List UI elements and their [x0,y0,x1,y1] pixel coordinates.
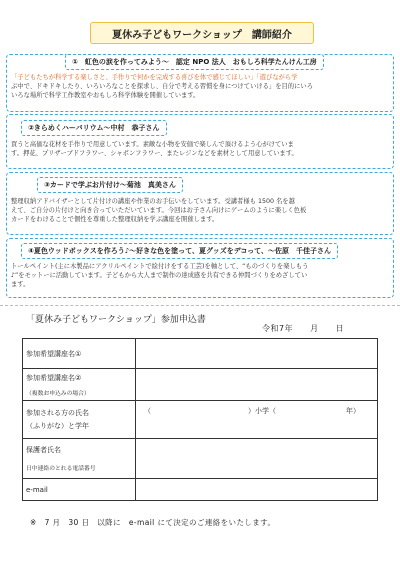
section-4-heading: ④夏色ウッドボックスを作ろう♪～好きな色を塗って、夏グッズをデコって、～佐原 千佳子さん [21,243,338,259]
guardian-label: 保護者氏名 [26,446,61,454]
section-3-line: 整理収納アドバイザーとして片付けの講座や作業のお手伝いをしています。受講者様も 1500 名を越 [11,198,295,205]
application-form-table [22,338,378,501]
section-4-line: トールペイント(主に木製品にアクリルペイントで絵付けをする工芸)を軸として、“ものづくりを楽しもう [11,263,309,270]
guardian-field[interactable] [136,439,378,479]
paren-open: （ [144,407,151,415]
participant-ruby-label: （ふりがな）と学年 [26,422,89,430]
course2-label-cell [23,369,136,401]
section-2-line: 買うと高価な花材を手作りで用意しています。素敵な小物を安価で楽しんで頂けるよう心がけていま [11,141,294,148]
deadline-note: ※ 7 月 30 日 以降に e-mail にて決定のご連絡をいたします。 [30,518,276,527]
email-label: e-mail [23,479,136,501]
cut-line-divider [0,305,400,306]
section-1-line: ぶ中で、ドキドキしたり、いろいろなことを探求し、自分で考える習慣を身につけていける」を目的にいろ [11,83,313,90]
section-3-heading: ③カードで学ぶお片付け～菊池 真美さん [37,177,183,193]
section-2-line: す。押花、プリザーブドフラワー、シャボンフラワー、またレジンなどを素材として用意しています。 [11,150,298,157]
instructor-section-2 [6,114,394,169]
grade-suffix: 年） [346,407,360,415]
section-3-text [7,197,393,224]
course2-note: （複数お申込みの場合） [26,390,90,397]
section-4-line: ♪”をモットーに活動しています。子どもから大人まで制作の達成感を共有できる仲間づくりをめざしてい [11,272,308,279]
instructor-section-3 [6,172,394,235]
participant-name-label: 参加される方の氏名 [26,409,89,417]
section-1-heading: ① 虹色の涙を作ってみよう～ 認定 NPO 法人 おもしろ科学たんけん工房 [65,54,324,70]
course2-label: 参加希望講座名② [26,373,82,382]
section-3-line: カードをわけることで個性を尊重した整理収納を学ぶ講座を開催します。 [11,216,219,223]
section-1-line: いろな場所で科学工作教室やおもしろ科学体験を開催しています。 [11,92,200,99]
page-title: 夏休み子どもワークショップ 講師紹介 [90,22,314,44]
form-title: 「夏休み子どもワークショップ」参加申込書 [26,315,206,325]
section-3-line: えて、ご自分の片付けと向き合っていただいています。今回はお子さん向けにゲームのように楽しく色板 [11,207,307,214]
section-1-line: 「子どもたちが科学する楽しさと、手作りで何かを完成する喜びを体で感じてほしい」「遊びながら学 [11,74,298,81]
course1-field[interactable] [136,339,378,369]
section-2-heading: ②きらめくハーバリウム～中村 恭子さん [21,120,167,136]
form-date: 令和7年 月 日 [262,324,345,333]
email-field[interactable] [136,479,378,501]
guardian-label-cell [23,439,136,479]
section-1-text [7,73,393,100]
phone-label: 日中連絡のとれる電話番号 [26,466,96,472]
instructor-section-4 [6,238,394,298]
school-grade-text: ）小学（ [248,407,276,415]
course1-label: 参加希望講座名① [23,339,136,369]
section-2-text [7,140,393,158]
participant-field[interactable] [136,401,378,439]
section-4-line: ます。 [11,281,30,288]
participant-label-cell [23,401,136,439]
course2-field[interactable] [136,369,378,401]
section-4-text [7,262,393,289]
instructor-section-1 [6,54,394,112]
